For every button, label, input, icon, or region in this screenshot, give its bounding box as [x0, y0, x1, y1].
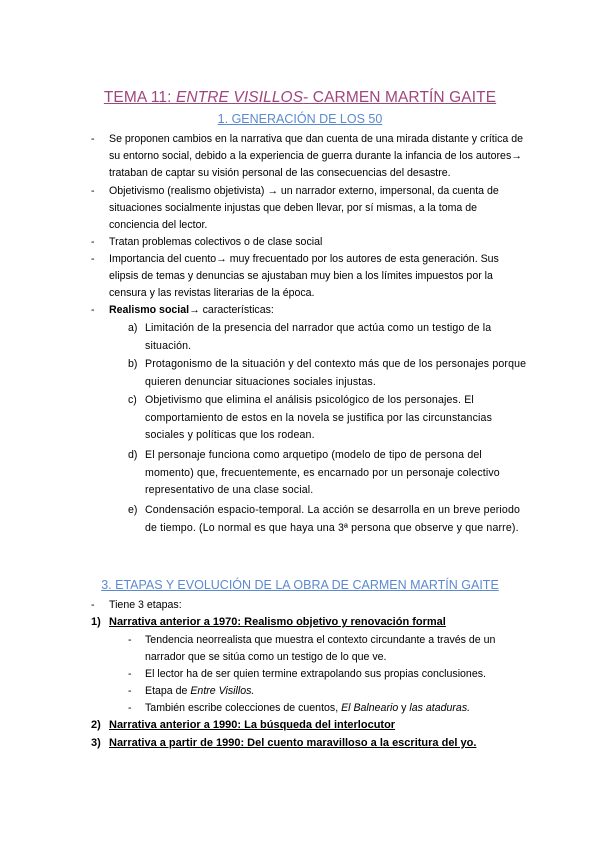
- bullet-item: Se proponen cambios en la narrativa que dan cuenta de una mirada distante y crítica de su entorno social, debido a la experiencia de guerra durante la infancia de los autores→ trataban de captar su visión personal de las consecuencias del desastre.: [109, 133, 524, 180]
- sub-item-text: Protagonismo de la situación y del contexto más que de los personajes porque quieren denunciar situaciones sociales injustas.: [145, 358, 527, 388]
- bullet-marker: -: [91, 253, 95, 265]
- sub-item-letter: b): [128, 358, 138, 370]
- sub-item-letter: c): [128, 394, 137, 406]
- stage-title: Narrativa a partir de 1990: Del cuento maravilloso a la escritura del yo.: [109, 737, 477, 749]
- bullet-item: Tratan problemas colectivos o de clase social: [109, 236, 323, 248]
- stage-number: 3): [91, 737, 101, 749]
- title-prefix: TEMA 11:: [103, 89, 176, 106]
- page-title: [0, 89, 600, 107]
- sub-item-text: Condensación espacio-temporal. La acción se desarrolla en un breve periodo de tiempo. (Lo normal es que haya una 3ª persona que observe y que narre).: [145, 504, 521, 534]
- stage-bullet-italic: Entre Visillos.: [190, 685, 255, 697]
- bullet-marker: -: [128, 668, 132, 680]
- stage-bullet: Tendencia neorrealista que muestra el contexto circundante a través de un narrador que se sitúa como un testigo de lo que ve.: [145, 634, 496, 664]
- stage-number: 2): [91, 719, 101, 731]
- bullet-marker: -: [91, 236, 95, 248]
- sub-item-letter: e): [128, 504, 138, 516]
- realismo-bold: Realismo social: [109, 304, 190, 316]
- title-italic: ENTRE VISILLOS: [175, 89, 304, 106]
- bullet-marker: -: [128, 685, 132, 697]
- sub-item-text: Limitación de la presencia del narrador que actúa como un testigo de la situación.: [145, 322, 492, 352]
- sub-item-letter: d): [128, 449, 138, 461]
- stage-bullet-italic: El Balneario: [341, 702, 399, 714]
- bullet-marker: -: [128, 634, 132, 646]
- bullet-item: Objetivismo (realismo objetivista) → un narrador externo, impersonal, da cuenta de situaciones socialmente injustas que deben llevar, por sí mismas, a la toma de conciencia del lector.: [109, 185, 499, 232]
- sub-item-text: Objetivismo que elimina el análisis psicológico de los personajes. El comportamiento de estos en la novela se justifica por las circunstancias sociales y políticas que los rodean.: [145, 394, 493, 441]
- stage-bullet: El lector ha de ser quien termine extrapolando sus propias conclusiones.: [145, 668, 486, 680]
- stage-bullet-prefix: Etapa de: [145, 685, 191, 697]
- bullet-marker: -: [91, 133, 95, 145]
- stage-bullet: [145, 700, 530, 717]
- bullet-marker: -: [91, 599, 95, 611]
- stage-bullet-middle: y: [398, 702, 410, 714]
- bullet-marker: -: [91, 304, 95, 316]
- stages-intro: Tiene 3 etapas:: [109, 599, 182, 611]
- section-1-heading: 1. GENERACIÓN DE LOS 50: [217, 112, 383, 126]
- stage-bullet: [145, 683, 525, 700]
- section-3-heading: 3. ETAPAS Y EVOLUCIÓN DE LA OBRA DE CARMEN MARTÍN GAITE: [101, 578, 499, 592]
- stage-title: Narrativa anterior a 1970: Realismo objetivo y renovación formal: [109, 616, 446, 628]
- stage-title: Narrativa anterior a 1990: La búsqueda del interlocutor: [109, 719, 396, 731]
- title-suffix: - CARMEN MARTÍN GAITE: [303, 89, 497, 106]
- stage-number: 1): [91, 616, 101, 628]
- bullet-marker: -: [128, 702, 132, 714]
- realismo-rest: → características:: [189, 304, 274, 316]
- sub-item-letter: a): [128, 322, 138, 334]
- stage-bullet-italic: las ataduras.: [409, 702, 471, 714]
- stage-bullet-prefix: También escribe colecciones de cuentos,: [145, 702, 342, 714]
- bullet-item-realismo: [109, 302, 521, 319]
- bullet-marker: -: [91, 185, 95, 197]
- bullet-item: Importancia del cuento→ muy frecuentado por los autores de esta generación. Sus elipsis de temas y denuncias se ajustaban muy bien a los límites impuestos por la censura y las revistas literarias de la época.: [109, 253, 499, 300]
- sub-item-text: El personaje funciona como arquetipo (modelo de tipo de persona del momento) que, frecuentemente, es encarnado por un personaje colectivo representativo de una clase social.: [145, 449, 500, 496]
